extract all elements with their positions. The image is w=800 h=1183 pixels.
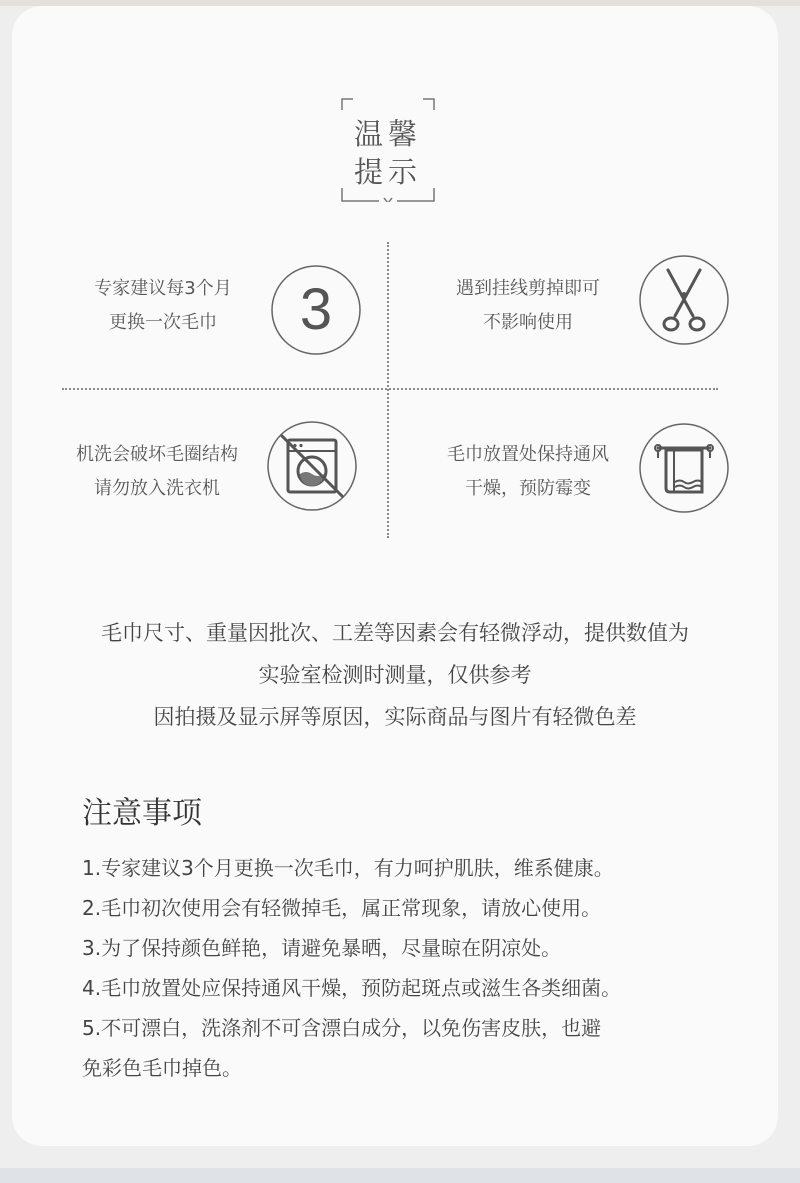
tip-line: 机洗会破坏毛圈结构 xyxy=(76,444,238,465)
tip-line: 专家建议每3个月 xyxy=(94,278,232,299)
tip-line: 遇到挂线剪掉即可 xyxy=(456,278,600,299)
notes-item: 3.为了保持颜色鲜艳，请避免暴晒，尽量晾在阴凉处。 xyxy=(82,936,562,960)
number-3-icon xyxy=(270,264,362,356)
towel-rack-icon xyxy=(638,422,730,514)
tip-washing-text xyxy=(62,438,252,506)
tip-line: 毛巾放置处保持通风 xyxy=(447,444,609,465)
tip-line: 不影响使用 xyxy=(483,312,573,333)
notes-list xyxy=(82,848,722,1088)
notes-item: 5.不可漂白，洗涤剂不可含漂白成分，以免伤害皮肤，也避 xyxy=(82,1016,602,1040)
disclaimer-line: 实验室检测时测量，仅供参考 xyxy=(258,663,532,687)
scissors-icon xyxy=(638,254,730,346)
notes-item: 4.毛巾放置处应保持通风干燥，预防起斑点或滋生各类细菌。 xyxy=(82,976,622,1000)
notes-heading: 注意事项 xyxy=(82,796,202,831)
chevron-down-icon xyxy=(384,198,392,202)
title-line-1: 温馨 xyxy=(353,117,422,151)
number-3-glyph: 3 xyxy=(299,277,333,342)
disclaimer-line: 因拍摄及显示屏等原因，实际商品与图片有轻微色差 xyxy=(153,705,637,729)
disclaimer xyxy=(12,612,778,738)
tip-ventilate-text xyxy=(428,438,628,506)
disclaimer-line: 毛巾尺寸、重量因批次、工差等因素会有轻微浮动，提供数值为 xyxy=(101,621,689,645)
notes-item: 1.专家建议3个月更换一次毛巾，有力呵护肌肤，维系健康。 xyxy=(82,856,614,880)
tip-replace-text xyxy=(78,272,248,340)
tips-title xyxy=(341,98,435,202)
tip-line: 干燥，预防霉变 xyxy=(465,478,591,499)
horizontal-divider xyxy=(62,388,718,390)
title-line-2: 提示 xyxy=(353,155,422,189)
tip-line: 请勿放入洗衣机 xyxy=(94,478,220,499)
tip-scissors-text xyxy=(428,272,628,340)
bottom-strip xyxy=(0,1168,800,1183)
vertical-divider xyxy=(387,242,389,538)
notes-item: 免彩色毛巾掉色。 xyxy=(82,1056,242,1080)
no-washing-machine-icon xyxy=(266,420,358,512)
notes-item: 2.毛巾初次使用会有轻微掉毛，属正常现象，请放心使用。 xyxy=(82,896,602,920)
tip-line: 更换一次毛巾 xyxy=(109,312,217,333)
